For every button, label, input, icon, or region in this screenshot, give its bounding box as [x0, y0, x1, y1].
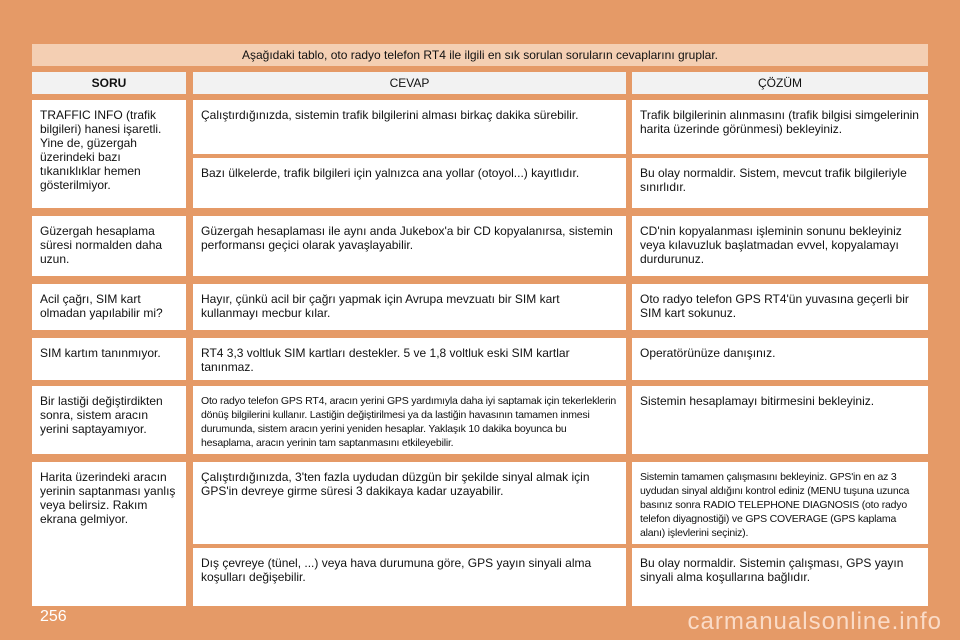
- watermark: carmanualsonline.info: [687, 608, 942, 635]
- row4-soru: SIM kartım tanınmıyor.: [32, 338, 186, 380]
- row5-cozum: Sistemin hesaplamayı bitirmesini bekleyiniz.: [632, 386, 928, 454]
- row3-soru: Acil çağrı, SIM kart olmadan yapılabilir mi?: [32, 284, 186, 330]
- row6-cevap2: Dış çevreye (tünel, ...) veya hava durumuna göre, GPS yayın sinyali alma koşulları değişebilir.: [193, 548, 626, 606]
- intro-banner: Aşağıdaki tablo, oto radyo telefon RT4 ile ilgili en sık sorulan soruların cevaplarını gruplar.: [32, 44, 928, 66]
- row6-cevap1: Çalıştırdığınızda, 3'ten fazla uydudan düzgün bir şekilde sinyal almak için GPS'in devreye girme süresi 3 dakikaya kadar uzayabilir.: [193, 462, 626, 544]
- row2-soru: Güzergah hesaplama süresi normalden daha uzun.: [32, 216, 186, 276]
- row5-cevap: Oto radyo telefon GPS RT4, aracın yerini GPS yardımıyla daha iyi saptamak için tekerleklerin dönüş bilgilerini kullanır. Lastiğin değiştirilmesi ya da lastiğin havasının tamamen inmesi durumunda, sistem aracın yerini yeniden hesaplar. Yaklaşık 10 dakika boyunca bu hesaplama, aracın yerinin tam saptanmasını etkileyebilir.: [193, 386, 626, 454]
- header-soru: SORU: [32, 72, 186, 94]
- row3-cevap: Hayır, çünkü acil bir çağrı yapmak için Avrupa mevzuatı bir SIM kart kullanmayı mecbur kılar.: [193, 284, 626, 330]
- row6-soru: Harita üzerindeki aracın yerinin saptanması yanlış veya belirsiz. Rakım ekrana gelmiyor.: [32, 462, 186, 606]
- row1-cevap1: Çalıştırdığınızda, sistemin trafik bilgilerini alması birkaç dakika sürebilir.: [193, 100, 626, 154]
- row6-cozum1: Sistemin tamamen çalışmasını bekleyiniz. GPS'in en az 3 uydudan sinyal aldığını kontrol ediniz (MENU tuşuna uzunca basınız sonra RADIO TELEPHONE DIAGNOSIS (oto radyo telefon diyagnostiği) ve GPS COVERAGE (GPS kaplama alanı) işlevlerini seçiniz).: [632, 462, 928, 544]
- row2-cevap: Güzergah hesaplaması ile aynı anda Jukebox'a bir CD kopyalanırsa, sistemin performansı geçici olarak yavaşlayabilir.: [193, 216, 626, 276]
- row2-cozum: CD'nin kopyalanması işleminin sonunu bekleyiniz veya kılavuzluk başlatmadan evvel, kopyalamayı durdurunuz.: [632, 216, 928, 276]
- row6-cozum2: Bu olay normaldir. Sistemin çalışması, GPS yayın sinyali alma koşullarına bağlıdır.: [632, 548, 928, 606]
- row1-cevap2: Bazı ülkelerde, trafik bilgileri için yalnızca ana yollar (otoyol...) kayıtlıdır.: [193, 158, 626, 208]
- header-cevap: CEVAP: [193, 72, 626, 94]
- header-cozum: ÇÖZÜM: [632, 72, 928, 94]
- row4-cozum: Operatörünüze danışınız.: [632, 338, 928, 380]
- page-number: 256: [40, 608, 67, 625]
- row1-cozum1: Trafik bilgilerinin alınmasını (trafik bilgisi simgelerinin harita üzerinde görünmesi) bekleyiniz.: [632, 100, 928, 154]
- row1-cozum2: Bu olay normaldir. Sistem, mevcut trafik bilgileriyle sınırlıdır.: [632, 158, 928, 208]
- row1-soru: TRAFFIC INFO (trafik bilgileri) hanesi işaretli. Yine de, güzergah üzerindeki bazı tıkanıklıklar hemen gösterilmiyor.: [32, 100, 186, 208]
- row4-cevap: RT4 3,3 voltluk SIM kartları destekler. 5 ve 1,8 voltluk eski SIM kartlar tanınmaz.: [193, 338, 626, 380]
- row5-soru: Bir lastiği değiştirdikten sonra, sistem aracın yerini saptayamıyor.: [32, 386, 186, 454]
- row3-cozum: Oto radyo telefon GPS RT4'ün yuvasına geçerli bir SIM kart sokunuz.: [632, 284, 928, 330]
